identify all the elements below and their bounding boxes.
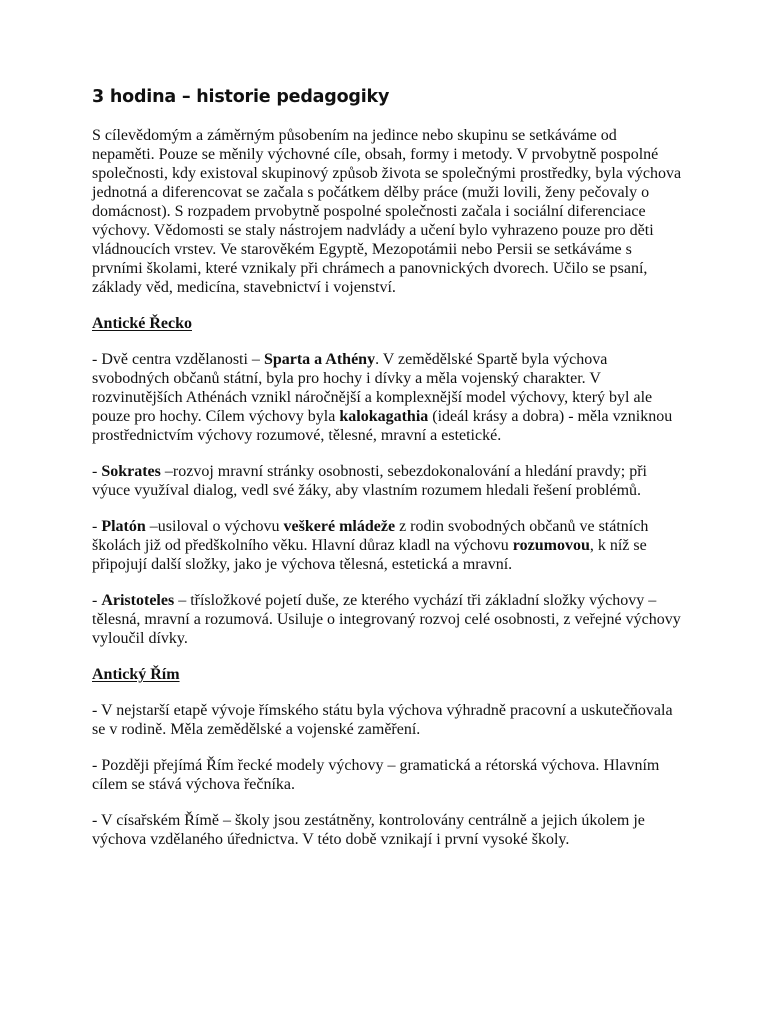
rome-paragraph-later: - Později přejímá Řím řecké modely výchovy – gramatická a rétorská výchova. Hlavním cílem se stává výchova řečníka. (92, 757, 660, 793)
text-run: . V zemědělské Spartě byla výchova svobodných občanů státní, byla pro hochy i dívky a měla vojenský charakter. V rozvinutějších Athénách vznikl náročnější a komplexnější model výchovy, který byl ale pouze pro hochy. Cílem výchovy byla (92, 351, 653, 425)
text-run: , k níž se připojují další složky, jako je výchova tělesná, estetická a mravní. (92, 537, 647, 573)
intro-paragraph: S cílevědomým a záměrným působením na jedince nebo skupinu se setkáváme od nepaměti. Pouze se měnily výchovné cíle, obsah, formy i metody. V prvobytně pospolné společnosti, kdy existoval skupinový způsob života se společnými prostředky, byla výchova jednotná a diferencovat se začala s počátkem dělby práce (muži lovili, ženy pečovaly o domácnost). S rozpadem prvobytně pospolné společnosti začala i sociální diferenciace výchovy. Vědomosti se staly nástrojem nadvlády a učení bylo vyhrazeno pouze pro děti vládnoucích vrstev. Ve starověkém Egyptě, Mezopotámii nebo Persii se setkáváme s prvními školami, které vznikaly při chrámech a panovnických dvorech. Učilo se psaní, základy věd, medicína, stavebnictví i vojenství. (92, 127, 682, 296)
rome-paragraph-imperial: - V císařském Římě – školy jsou zestátněny, kontrolovány centrálně a jejich úkolem je výchova vzdělaného úřednictva. V této době vznikají i první vysoké školy. (92, 812, 645, 848)
text-run: - Dvě centra vzdělanosti – (92, 351, 264, 368)
bold-term-kalokagathia: kalokagathia (339, 408, 429, 425)
greece-paragraph-aristoteles (92, 591, 682, 648)
text-run: - (92, 592, 102, 609)
bold-term-aristoteles: Aristoteles (101, 592, 175, 609)
page-title: 3 hodina – historie pedagogiky (92, 87, 390, 107)
text-run: (ideál krásy a dobra) - měla vzniknou prostřednictvím výchovy rozumové, tělesné, mravní a estetické. (92, 408, 673, 444)
greece-paragraph-centers (92, 350, 682, 445)
text-run: –usiloval o výchovu (145, 518, 284, 535)
bold-term-platon: Platón (101, 518, 146, 535)
greece-paragraph-sokrates (92, 462, 682, 500)
greece-paragraph-platon (92, 517, 682, 574)
document-body (92, 86, 682, 866)
bold-term-sparta-athens: Sparta a Athény (263, 351, 376, 368)
text-run: –rozvoj mravní stránky osobnosti, sebezdokonalování a hledání pravdy; při výuce využíval dialog, vedl své žáky, aby vlastním rozumem hledali řešení problémů. (92, 463, 647, 499)
text-run: - (92, 518, 102, 535)
section-heading-rome: Antický Řím (92, 666, 180, 683)
section-heading-greece: Antické Řecko (92, 315, 192, 332)
bold-term-sokrates: Sokrates (101, 463, 161, 480)
text-run: z rodin svobodných občanů ve státních školách již od předškolního věku. Hlavní důraz kladl na výchovu (92, 518, 649, 554)
text-run: – třísložkové pojetí duše, ze kterého vychází tři základní složky výchovy – tělesná, mravní a rozumová. Usiluje o integrovaný rozvoj celé osobnosti, z veřejné výchovy vyloučil dívky. (92, 592, 681, 647)
rome-paragraph-earliest: - V nejstarší etapě vývoje římského státu byla výchova výhradně pracovní a uskutečňovala se v rodině. Měla zemědělské a vojenské zaměření. (92, 702, 673, 738)
bold-term-rozumovou: rozumovou (512, 537, 590, 554)
bold-term-veskere-mladeze: veškeré mládeže (283, 518, 396, 535)
text-run: - (92, 463, 102, 480)
